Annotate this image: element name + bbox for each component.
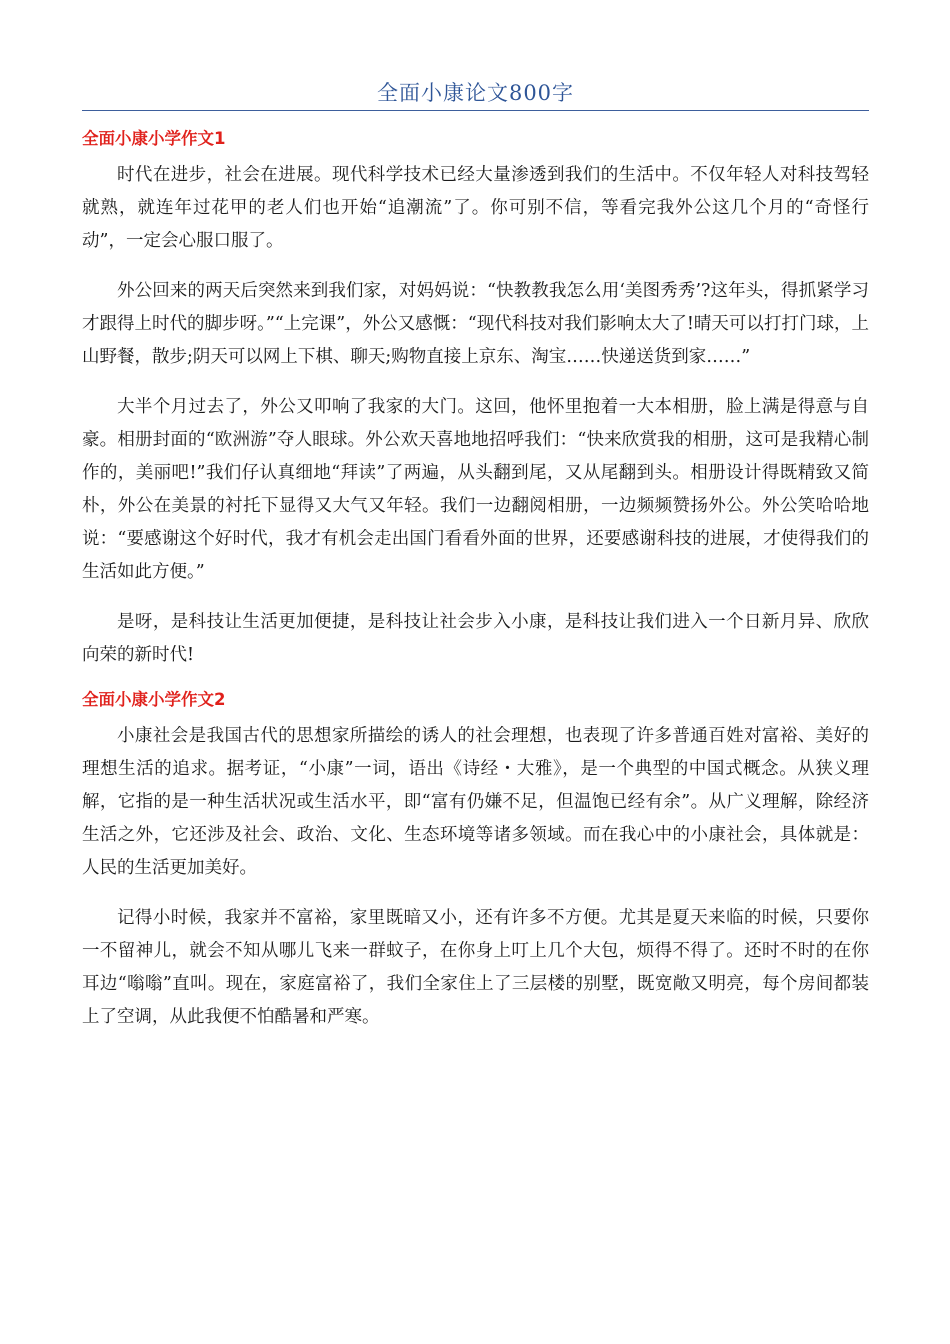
paragraph: 大半个月过去了，外公又叩响了我家的大门。这回，他怀里抱着一大本相册，脸上满是得意与自豪。相册封面的“欧洲游”夺人眼球。外公欢天喜地地招呼我们：“快来欣赏我的相册，这可是我精心制作的，美丽吧!”我们仔认真细地“拜读”了两遍，从头翻到尾，又从尾翻到头。相册设计得既精致又简朴，外公在美景的衬托下显得又大气又年轻。我们一边翻阅相册，一边频频赞扬外公。外公笑哈哈地说：“要感谢这个好时代，我才有机会走出国门看看外面的世界，还要感谢科技的进展，才使得我们的生活如此方便。”	[82, 397, 869, 582]
essay-section-2	[82, 688, 869, 1034]
document-page	[82, 78, 869, 1034]
paragraph: 小康社会是我国古代的思想家所描绘的诱人的社会理想，也表现了许多普通百姓对富裕、美好的理想生活的追求。据考证，“小康”一词，语出《诗经・大雅》，是一个典型的中国式概念。从狭义理解，它指的是一种生活状况或生活水平，即“富有仍嫌不足，但温饱已经有余”。从广义理解，除经济生活之外，它还涉及社会、政治、文化、生态环境等诸多领域。而在我心中的小康社会，具体就是：人民的生活更加美好。	[82, 726, 869, 878]
document-title: 全面小康论文800字	[82, 78, 869, 111]
paragraph: 是呀，是科技让生活更加便捷，是科技让社会步入小康，是科技让我们进入一个日新月异、欣欣向荣的新时代!	[82, 612, 869, 665]
paragraph: 外公回来的两天后突然来到我们家，对妈妈说：“快教教我怎么用‘美图秀秀’?这年头，得抓紧学习才跟得上时代的脚步呀。”“上完课”，外公又感慨：“现代科技对我们影响太大了!晴天可以打打门球，上山野餐，散步;阴天可以网上下棋、聊天;购物直接上京东、淘宝……快递送货到家……”	[82, 281, 869, 367]
section-heading: 全面小康小学作文1	[82, 129, 226, 148]
paragraph: 记得小时候，我家并不富裕，家里既暗又小，还有许多不方便。尤其是夏天来临的时候，只要你一不留神儿，就会不知从哪儿飞来一群蚊子，在你身上叮上几个大包，烦得不得了。还时不时的在你耳边“嗡嗡”直叫。现在，家庭富裕了，我们全家住上了三层楼的别墅，既宽敞又明亮，每个房间都装上了空调，从此我便不怕酷暑和严寒。	[82, 908, 869, 1027]
essay-section-1	[82, 127, 869, 672]
section-heading: 全面小康小学作文2	[82, 690, 226, 709]
paragraph: 时代在进步，社会在进展。现代科学技术已经大量渗透到我们的生活中。不仅年轻人对科技驾轻就熟，就连年过花甲的老人们也开始“追潮流”了。你可别不信，等看完我外公这几个月的“奇怪行动”，一定会心服口服了。	[82, 165, 869, 251]
